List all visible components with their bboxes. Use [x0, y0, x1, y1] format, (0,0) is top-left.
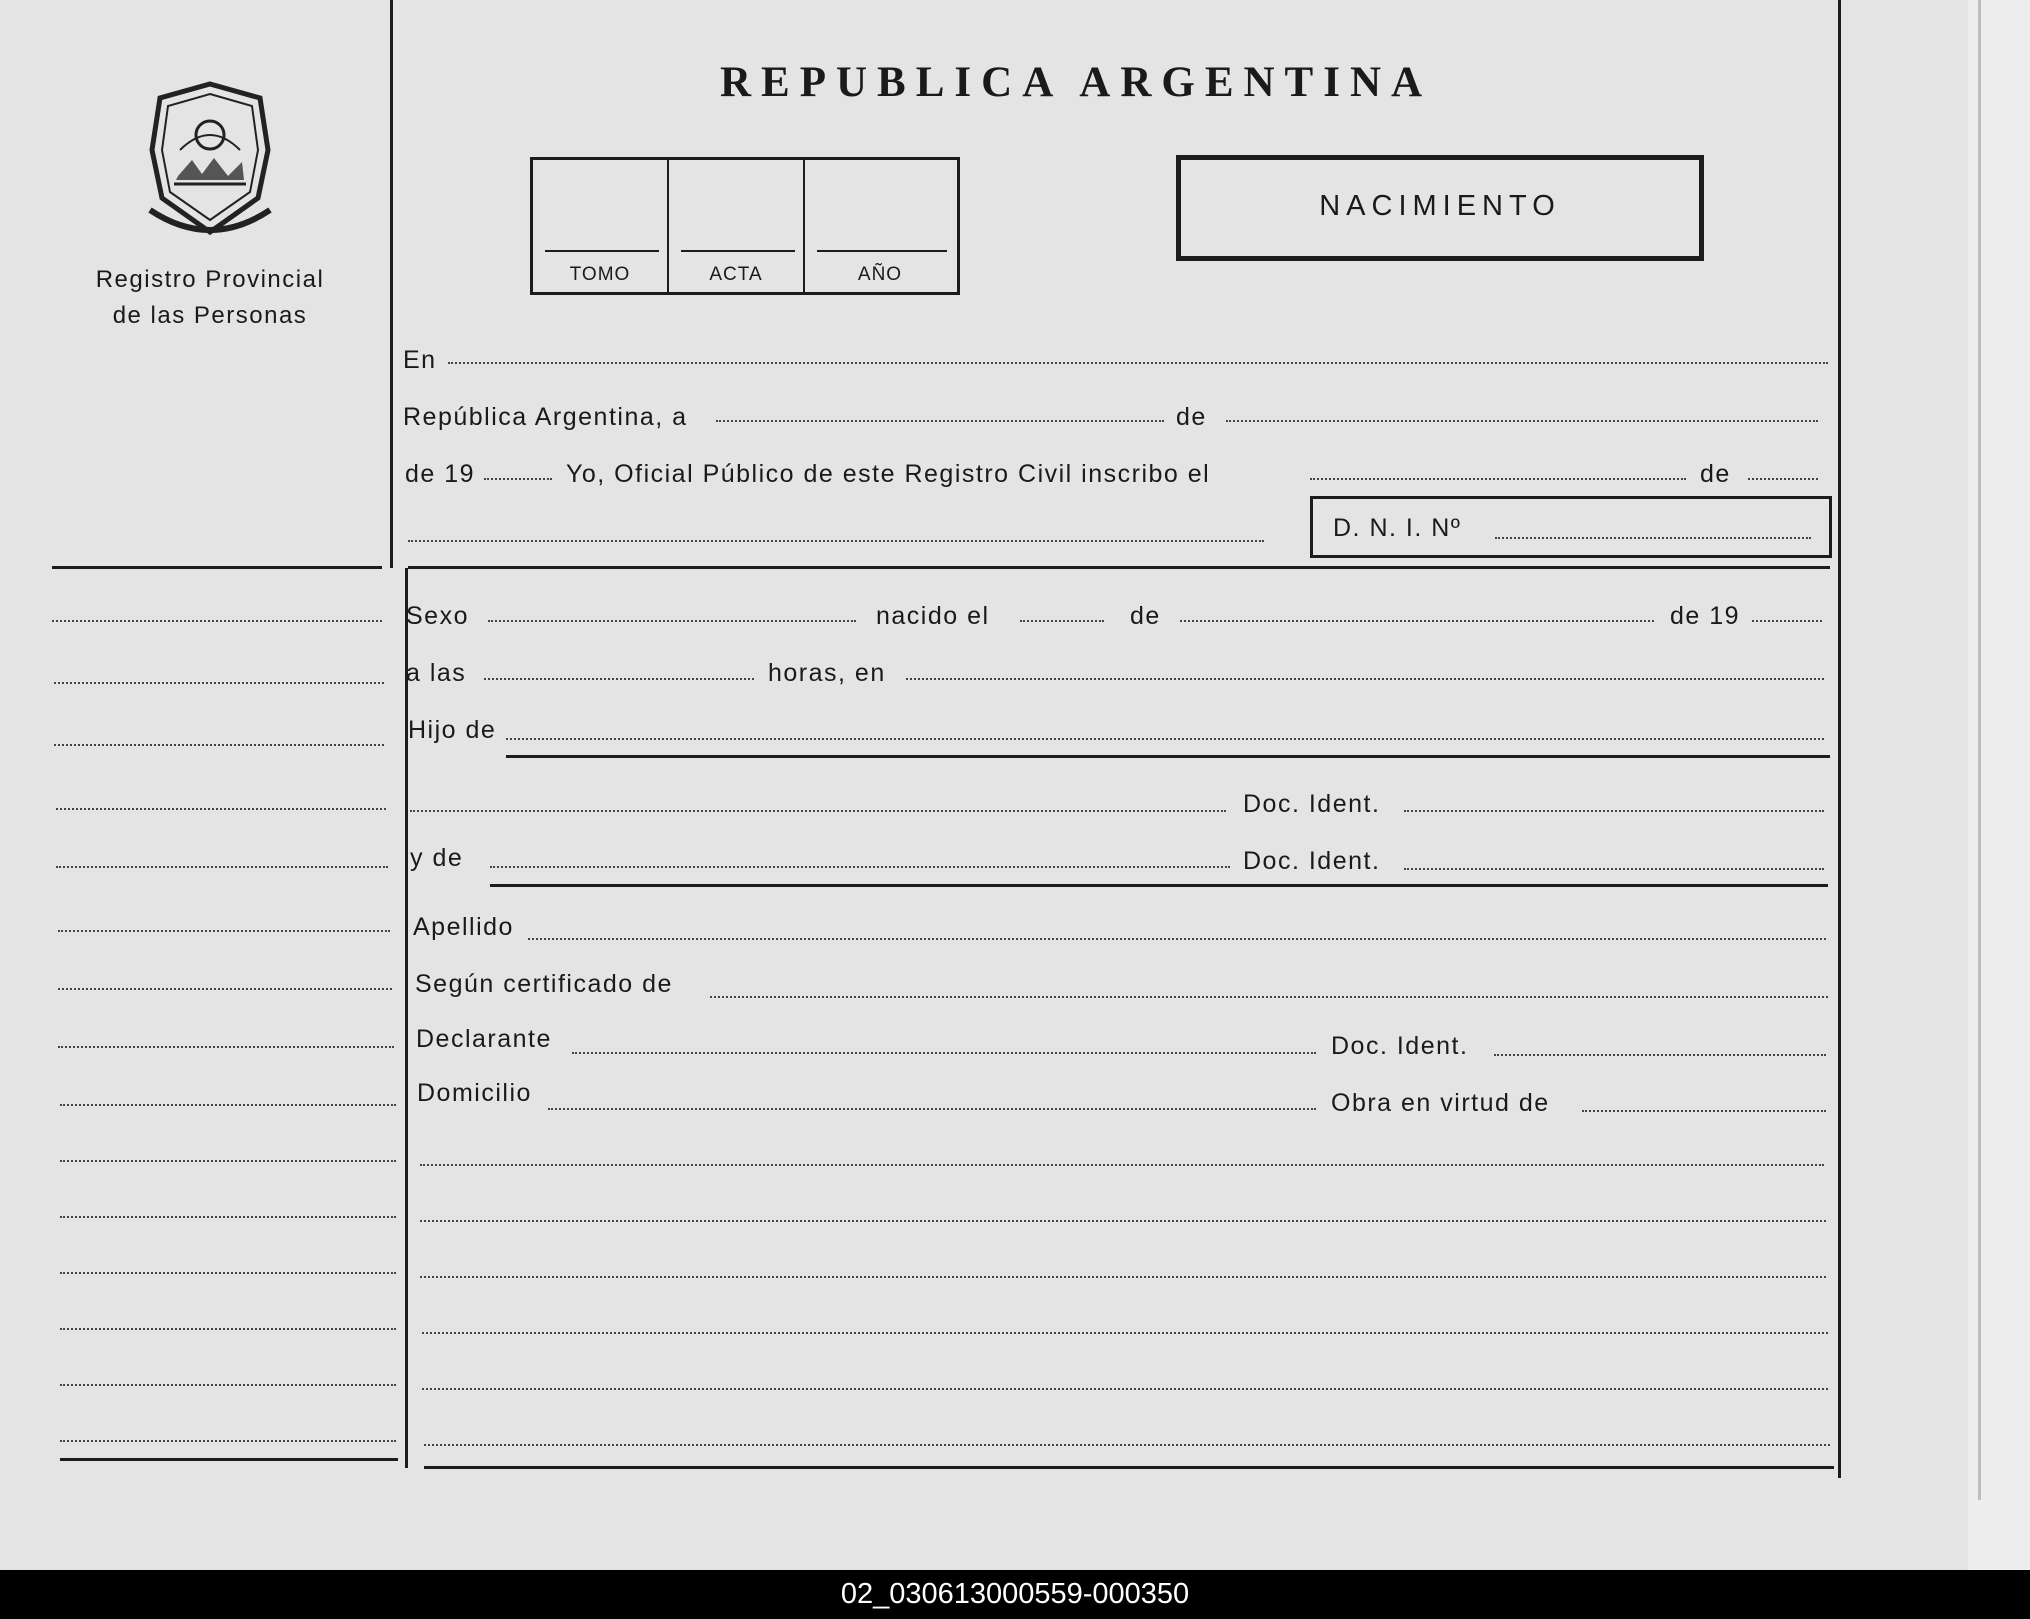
- hijo-de-label: Hijo de: [408, 716, 497, 744]
- domicilio-label: Domicilio: [417, 1079, 532, 1107]
- de-19-short-label: de 19: [1670, 602, 1741, 630]
- hora-field[interactable]: [484, 678, 754, 680]
- notes-line[interactable]: [422, 1332, 1828, 1334]
- yo-oficial-label: Yo, Oficial Público de este Registro Civil inscribo el: [566, 460, 1211, 488]
- registry-line1: Registro Provincial: [95, 266, 325, 293]
- madre-rule: [490, 884, 1828, 887]
- notes-line[interactable]: [420, 1164, 1824, 1166]
- year-field[interactable]: [484, 478, 552, 480]
- doc-ident-label-2: Doc. Ident.: [1243, 847, 1381, 875]
- de-label-3: de: [1130, 602, 1161, 630]
- bottom-rule: [424, 1466, 1834, 1469]
- main-separator: [52, 566, 382, 569]
- right-border: [1838, 0, 1841, 1478]
- doc-ident-label-1: Doc. Ident.: [1243, 790, 1381, 818]
- image-caption: 02_030613000559-000350: [0, 1570, 2030, 1619]
- sidebar-line[interactable]: [60, 1328, 396, 1330]
- acta-cell: [669, 160, 805, 292]
- dni-box: [1310, 496, 1832, 558]
- inscribe-field[interactable]: [1310, 478, 1686, 480]
- sidebar-line[interactable]: [54, 744, 384, 746]
- nacido-label: nacido el: [876, 602, 990, 630]
- sidebar-divider-lower: [405, 568, 408, 1468]
- sidebar-line[interactable]: [60, 1104, 396, 1106]
- madre-doc-field[interactable]: [1404, 868, 1824, 870]
- en-field[interactable]: [448, 362, 1828, 364]
- obra-field[interactable]: [1582, 1110, 1826, 1112]
- domicilio-field[interactable]: [548, 1108, 1316, 1110]
- republica-label: República Argentina, a: [403, 403, 688, 431]
- registry-name: [60, 262, 360, 334]
- sidebar-line[interactable]: [58, 1046, 394, 1048]
- notes-line[interactable]: [424, 1444, 1830, 1446]
- sidebar-line[interactable]: [52, 620, 382, 622]
- act-type-box: [1176, 155, 1704, 261]
- padre-extra-field[interactable]: [410, 810, 1226, 812]
- sidebar-line[interactable]: [58, 930, 390, 932]
- de-label-1: de: [1176, 403, 1207, 431]
- sidebar-divider: [390, 0, 393, 568]
- main-separator-right: [408, 566, 1830, 569]
- nacido-day-field[interactable]: [1020, 620, 1104, 622]
- name-field[interactable]: [408, 540, 1264, 542]
- horas-en-label: horas, en: [768, 659, 886, 687]
- sidebar-line[interactable]: [60, 1384, 396, 1386]
- de-19-label: de 19: [405, 460, 476, 488]
- tomo-line: [545, 250, 659, 252]
- padre-rule: [506, 755, 1830, 758]
- lugar-field[interactable]: [906, 678, 1824, 680]
- sidebar-line[interactable]: [56, 866, 388, 868]
- certificado-field[interactable]: [710, 996, 1828, 998]
- sidebar-line[interactable]: [56, 808, 386, 810]
- acta-label: ACTA: [709, 264, 763, 285]
- sexo-label: Sexo: [406, 602, 469, 630]
- sexo-field[interactable]: [488, 620, 856, 622]
- obra-label: Obra en virtud de: [1331, 1089, 1550, 1117]
- notes-line[interactable]: [420, 1220, 1826, 1222]
- day-field[interactable]: [716, 420, 1164, 422]
- dni-label: D. N. I. Nº: [1333, 514, 1462, 542]
- dni-field[interactable]: [1495, 537, 1811, 539]
- sidebar-line[interactable]: [60, 1160, 396, 1162]
- tomo-cell: [533, 160, 669, 292]
- padre-doc-field[interactable]: [1404, 810, 1824, 812]
- tomo-acta-ano-box: [530, 157, 960, 295]
- misiones-seal: [140, 80, 280, 245]
- page-title: REPUBLICA ARGENTINA: [720, 59, 1433, 106]
- padre-field[interactable]: [506, 738, 1824, 740]
- de-label-2: de: [1700, 460, 1731, 488]
- segun-label: Según certificado de: [415, 970, 673, 998]
- apellido-label: Apellido: [413, 913, 514, 941]
- month-field[interactable]: [1226, 420, 1818, 422]
- sidebar-line[interactable]: [54, 682, 384, 684]
- tomo-label: TOMO: [569, 264, 631, 285]
- ano-cell: [805, 160, 955, 292]
- y-de-label: y de: [410, 844, 464, 872]
- nacido-month-field[interactable]: [1180, 620, 1654, 622]
- sidebar-line[interactable]: [60, 1216, 396, 1218]
- declarante-field[interactable]: [572, 1052, 1316, 1054]
- en-label: En: [403, 346, 437, 374]
- sidebar-line[interactable]: [58, 988, 392, 990]
- sidebar-line[interactable]: [60, 1440, 396, 1442]
- notes-line[interactable]: [422, 1388, 1828, 1390]
- nacido-year-field[interactable]: [1752, 620, 1822, 622]
- doc-ident-label-3: Doc. Ident.: [1331, 1032, 1469, 1060]
- declarante-doc-field[interactable]: [1494, 1054, 1826, 1056]
- madre-field[interactable]: [490, 866, 1230, 868]
- sidebar-line[interactable]: [60, 1272, 396, 1274]
- binding-thread: [1978, 0, 1981, 1500]
- declarante-label: Declarante: [416, 1025, 552, 1053]
- registry-line2: de las Personas: [112, 302, 308, 329]
- act-type-label: NACIMIENTO: [1319, 190, 1561, 222]
- ano-label: AÑO: [857, 264, 903, 285]
- de-field-2[interactable]: [1748, 478, 1818, 480]
- ano-line: [817, 250, 947, 252]
- sidebar-bottom-rule: [60, 1458, 398, 1461]
- apellido-field[interactable]: [528, 938, 1826, 940]
- a-las-label: a las: [406, 659, 467, 687]
- notes-line[interactable]: [420, 1276, 1826, 1278]
- acta-line: [681, 250, 795, 252]
